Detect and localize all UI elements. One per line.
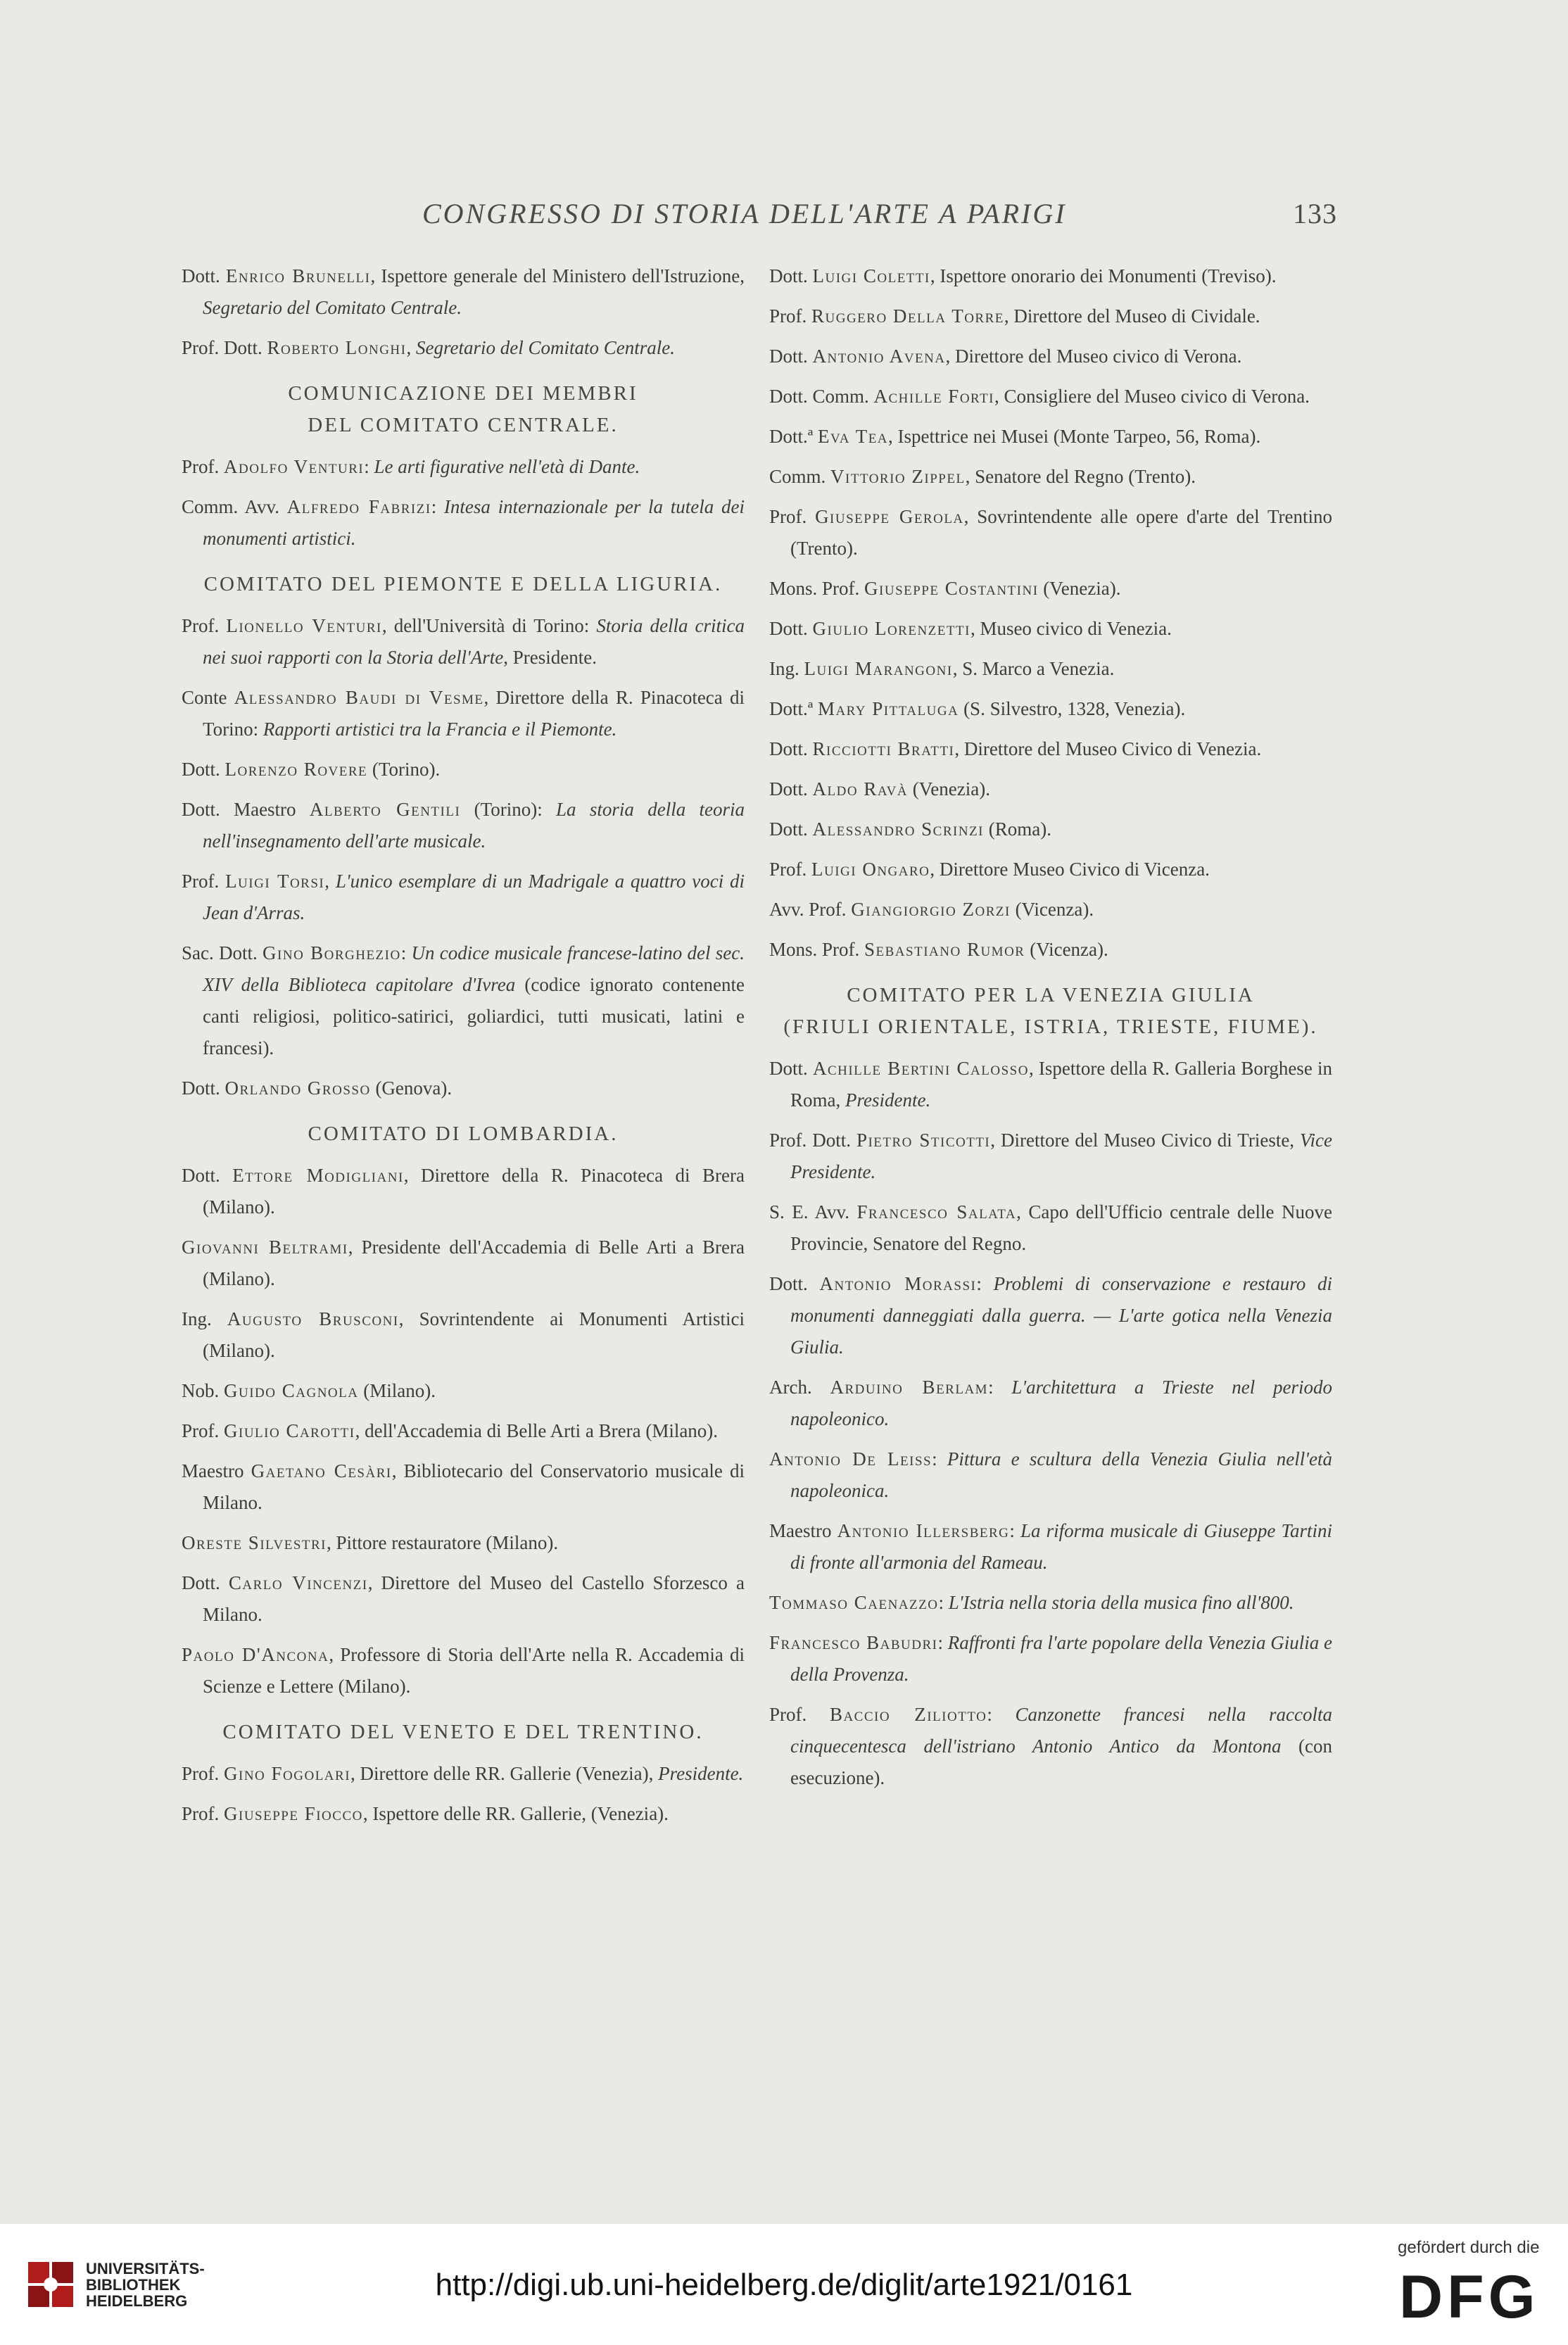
member-name: Aldo Ravà — [812, 778, 909, 799]
member-name: Giangiorgio Zorzi — [851, 899, 1011, 920]
section-heading-line: COMITATO DEL VENETO E DEL TRENTINO. — [222, 1721, 704, 1743]
permalink-url[interactable]: http://digi.ub.uni-heidelberg.de/diglit/arte1921/0161 — [435, 2268, 1133, 2302]
entry-text: : — [364, 456, 374, 477]
member-entry — [182, 1527, 745, 1559]
member-name: Orlando Grosso — [225, 1077, 371, 1099]
member-name: Ettore Modigliani — [232, 1165, 404, 1186]
member-name: Gino Fogolari — [224, 1763, 351, 1784]
section-heading-line: COMUNICAZIONE DEI MEMBRI — [288, 382, 638, 405]
member-name: Alberto Gentili — [309, 799, 461, 820]
member-name: Francesco Babudri — [769, 1632, 938, 1653]
entry-text: (Genova). — [370, 1077, 453, 1099]
member-name: Luigi Ongaro — [811, 859, 930, 880]
member-entry — [769, 381, 1332, 412]
paper-title: Un codice musicale francese-latino del sec. XIV della Biblioteca capitolare d'Ivrea — [203, 942, 745, 995]
entry-text: Dott. — [769, 1058, 813, 1079]
entry-text: Prof. Dott. — [769, 1130, 856, 1151]
section-heading-line: COMITATO DEL PIEMONTE E DELLA LIGURIA. — [203, 573, 723, 595]
member-name: Giuseppe Fiocco — [224, 1803, 363, 1824]
member-entry — [182, 332, 745, 364]
paper-title: L'Istria nella storia della musica fino all'800. — [948, 1592, 1294, 1613]
member-name: Alessandro Scrinzi — [812, 818, 985, 840]
entry-text: Dott. — [182, 1165, 233, 1186]
member-entry — [182, 682, 745, 745]
member-entry — [769, 934, 1332, 966]
entry-text: Dott. — [769, 1273, 820, 1294]
paper-title: Segretario del Comitato Centrale. — [415, 337, 675, 358]
entry-text: Dott. Comm. — [769, 386, 874, 407]
paper-title: Canzonette francesi nella raccolta cinquecentesca dell'istriano Antonio Antico da Montona — [790, 1704, 1332, 1757]
entry-text: Dott.ª — [769, 698, 818, 719]
entry-text: , Capo dell'Ufficio centrale delle Nuove Provincie, Senatore del Regno. — [790, 1201, 1332, 1254]
entry-text: Prof. — [182, 615, 227, 636]
entry-text: , S. Marco a Venezia. — [952, 658, 1115, 679]
member-name: Arduino Berlam — [830, 1377, 989, 1398]
member-entry — [769, 573, 1332, 605]
member-name: Alfredo Fabrizi — [286, 496, 431, 517]
entry-text: Prof. — [182, 871, 226, 892]
entry-text: Maestro — [182, 1460, 251, 1481]
section-heading — [182, 1118, 745, 1150]
entry-text: , Ispettore onorario dei Monumenti (Treviso). — [930, 265, 1277, 286]
entry-text: , Sovrintendente ai Monumenti Artistici (Milano). — [203, 1308, 745, 1361]
member-entry — [182, 1073, 745, 1104]
entry-text: , — [406, 337, 416, 358]
member-entry — [769, 894, 1332, 925]
entry-text: Nob. — [182, 1380, 224, 1401]
entry-text: , Direttore del Museo Civico di Venezia. — [954, 738, 1262, 759]
member-entry — [769, 461, 1332, 493]
entry-text: Dott. — [769, 265, 813, 286]
section-heading-line: COMITATO DI LOMBARDIA. — [308, 1123, 619, 1145]
member-entry — [769, 1699, 1332, 1794]
entry-text: , Pittore restauratore (Milano). — [327, 1532, 559, 1553]
page-number: 133 — [1293, 198, 1337, 229]
member-name: Alessandro Baudi di Vesme — [234, 687, 484, 708]
section-heading-line: COMITATO PER LA VENEZIA GIULIA — [847, 984, 1255, 1006]
member-name: Giuseppe Gerola — [815, 506, 964, 527]
entry-text: : — [987, 1704, 1016, 1725]
member-entry — [769, 1587, 1332, 1619]
entry-text: Dott. — [769, 818, 813, 840]
member-entry — [182, 754, 745, 785]
member-entry — [769, 613, 1332, 645]
member-entry — [769, 733, 1332, 765]
entry-text: : — [431, 496, 444, 517]
entry-text: , Direttore del Museo del Castello Sforzesco a Milano. — [203, 1572, 745, 1625]
entry-text: , Ispettore della R. Galleria Borghese in Roma, — [790, 1058, 1332, 1111]
entry-text: Prof. — [769, 1704, 830, 1725]
member-entry — [182, 1232, 745, 1295]
entry-text: Dott. — [182, 759, 225, 780]
library-line: BIBLIOTHEK — [86, 2276, 181, 2294]
paper-title: Rapporti artistici tra la Francia e il Piemonte. — [263, 719, 617, 740]
member-entry — [769, 1053, 1332, 1116]
section-heading — [769, 980, 1332, 1043]
entry-text: (Torino): — [460, 799, 557, 820]
member-entry — [182, 610, 745, 674]
member-entry — [182, 1455, 745, 1519]
member-name: Augusto Brusconi — [227, 1308, 399, 1329]
entry-text: , Direttore del Museo Civico di Trieste, — [990, 1130, 1301, 1151]
entry-text: Dott. — [769, 346, 813, 367]
entry-text: (Roma). — [984, 818, 1051, 840]
member-entry — [769, 1515, 1332, 1579]
member-entry — [769, 854, 1332, 885]
entry-text: Comm. — [769, 466, 831, 487]
section-heading-line: DEL COMITATO CENTRALE. — [308, 414, 619, 436]
entry-text: (Venezia). — [908, 778, 990, 799]
entry-text: Prof. — [769, 506, 816, 527]
member-name: Paolo D'Ancona — [182, 1644, 329, 1665]
section-heading — [182, 569, 745, 600]
entry-text: , Ispettore delle RR. Gallerie, (Venezia). — [362, 1803, 669, 1824]
entry-text: , Museo civico di Venezia. — [970, 618, 1172, 639]
entry-text: , Ispettrice nei Musei (Monte Tarpeo, 56, Roma). — [888, 426, 1261, 447]
member-entry — [182, 1567, 745, 1631]
paper-title: L'unico esemplare di un Madrigale a quattro voci di Jean d'Arras. — [203, 871, 745, 923]
member-entry — [769, 301, 1332, 332]
member-name: Ruggero Della Torre — [811, 305, 1004, 327]
member-entry — [182, 491, 745, 555]
entry-text: Dott. Maestro — [182, 799, 310, 820]
running-head — [422, 197, 1337, 239]
member-name: Antonio De Leiss — [769, 1448, 932, 1469]
entry-text: Sac. Dott. — [182, 942, 263, 963]
entry-text: , Direttore del Museo di Cividale. — [1004, 305, 1260, 327]
member-entry — [769, 1372, 1332, 1435]
paper-title: Pittura e scultura della Venezia Giulia nell'età napoleonica. — [790, 1448, 1333, 1501]
entry-text: , Senatore del Regno (Trento). — [965, 466, 1196, 487]
member-entry — [769, 260, 1332, 292]
member-name: Giulio Carotti — [224, 1420, 355, 1441]
member-entry — [182, 1303, 745, 1367]
entry-text: Prof. — [769, 859, 811, 880]
member-entry — [182, 1160, 745, 1223]
member-entry — [182, 866, 745, 929]
member-name: Luigi Coletti — [812, 265, 930, 286]
entry-text: (Torino). — [367, 759, 441, 780]
member-entry — [769, 814, 1332, 845]
member-entry — [769, 341, 1332, 372]
entry-text: , Direttore della R. Pinacoteca di Brera (Milano). — [203, 1165, 745, 1218]
entry-text: Comm. Avv. — [182, 496, 287, 517]
entry-text: , dell'Accademia di Belle Arti a Brera (Milano). — [355, 1420, 719, 1441]
entry-text: , dell'Università di Torino: — [381, 615, 597, 636]
paper-title: Presidente. — [845, 1089, 931, 1111]
entry-text: (Venezia). — [1038, 578, 1121, 599]
paper-title: Storia della critica nei suoi rapporti con la Storia dell'Arte — [203, 615, 745, 668]
member-name: Giulio Lorenzetti — [812, 618, 970, 639]
member-name: Giuseppe Costantini — [864, 578, 1039, 599]
entry-text: Dott. — [182, 1077, 225, 1099]
member-name: Roberto Longhi — [267, 337, 407, 358]
member-name: Ricciotti Bratti — [812, 738, 955, 759]
entry-text: (S. Silvestro, 1328, Venezia). — [959, 698, 1186, 719]
entry-text: , Ispettore generale del Ministero dell'Istruzione, — [370, 265, 745, 286]
member-entry — [769, 773, 1332, 805]
member-name: Francesco Salata — [856, 1201, 1017, 1222]
entry-text: Prof. Dott. — [182, 337, 267, 358]
member-entry — [182, 794, 745, 857]
entry-text: Prof. — [769, 305, 811, 327]
member-entry — [769, 1196, 1332, 1260]
member-name: Sebastiano Rumor — [864, 939, 1025, 960]
entry-text: (con esecuzione). — [790, 1736, 1332, 1788]
member-name: Lionello Venturi — [226, 615, 382, 636]
paper-title: Intesa internazionale per la tutela dei monumenti artistici. — [203, 496, 745, 549]
member-entry — [182, 937, 745, 1064]
member-entry — [769, 1443, 1332, 1507]
left-column — [182, 260, 745, 1838]
paper-title: Vice Presidente. — [790, 1130, 1332, 1182]
paper-title: Segretario del Comitato Centrale. — [203, 297, 462, 318]
member-entry — [769, 1268, 1332, 1363]
entry-text: , Bibliotecario del Conservatorio musicale di Milano. — [203, 1460, 745, 1513]
member-name: Oreste Silvestri — [182, 1532, 327, 1553]
member-entry — [182, 1798, 745, 1830]
entry-text: Dott. — [769, 778, 813, 799]
member-name: Lorenzo Rovere — [225, 759, 368, 780]
entry-text: , — [324, 871, 336, 892]
member-name: Baccio Ziliotto — [829, 1704, 987, 1725]
paper-title: Presidente. — [658, 1763, 744, 1784]
member-name: Mary Pittaluga — [817, 698, 959, 719]
entry-text: : — [976, 1273, 994, 1294]
paper-title: Raffronti fra l'arte popolare della Venezia Giulia e della Provenza. — [790, 1632, 1332, 1685]
entry-text: : — [937, 1632, 948, 1653]
entry-text: Mons. Prof. — [769, 578, 865, 599]
running-title: CONGRESSO DI STORIA DELL'ARTE A PARIGI — [422, 198, 1067, 229]
member-entry — [769, 421, 1332, 453]
entry-text: Dott. — [182, 1572, 229, 1593]
member-entry — [769, 653, 1332, 685]
entry-text: Maestro — [769, 1520, 837, 1541]
member-name: Eva Tea — [817, 426, 889, 447]
section-heading — [182, 1717, 745, 1748]
member-name: Carlo Vincenzi — [228, 1572, 368, 1593]
entry-text: : — [1009, 1520, 1020, 1541]
paper-title: L'architettura a Trieste nel periodo napoleonico. — [790, 1377, 1332, 1429]
member-entry — [182, 1639, 745, 1702]
member-name: Luigi Marangoni — [804, 658, 953, 679]
dfg-logo: DFG — [1399, 2263, 1540, 2331]
paper-title: Problemi di conservazione e restauro di monumenti danneggiati dalla guerra. — L'arte gotica nella Venezia Giulia. — [790, 1273, 1332, 1358]
entry-text: , Consigliere del Museo civico di Verona. — [994, 386, 1310, 407]
member-entry — [182, 1375, 745, 1407]
entry-text: : — [932, 1448, 947, 1469]
right-column — [769, 260, 1332, 1802]
member-name: Giovanni Beltrami — [182, 1237, 348, 1258]
entry-text: Prof. — [182, 1763, 224, 1784]
entry-text: Dott. — [182, 265, 226, 286]
member-entry — [769, 1125, 1332, 1188]
paper-title: La riforma musicale di Giuseppe Tartini di fronte all'armonia del Rameau. — [790, 1520, 1332, 1573]
entry-text: : — [988, 1377, 1012, 1398]
entry-text: Mons. Prof. — [769, 939, 865, 960]
entry-text: , Professore di Storia dell'Arte nella R. Accademia di Scienze e Lettere (Milano). — [203, 1644, 745, 1697]
entry-text: Prof. — [182, 1420, 224, 1441]
entry-text: , Direttore del Museo civico di Verona. — [945, 346, 1242, 367]
entry-text: (Milano). — [358, 1380, 436, 1401]
entry-text: Ing. — [182, 1308, 227, 1329]
paper-title: Le arti figurative nell'età di Dante. — [374, 456, 640, 477]
member-name: Pietro Sticotti — [856, 1130, 991, 1151]
entry-text: Prof. — [182, 456, 224, 477]
paper-title: La storia della teoria nell'insegnamento dell'arte musicale. — [203, 799, 745, 852]
member-entry — [182, 260, 745, 324]
entry-text: , Direttore Museo Civico di Vicenza. — [930, 859, 1210, 880]
member-name: Adolfo Venturi — [224, 456, 365, 477]
entry-text: S. E. Avv. — [769, 1201, 857, 1222]
entry-text: : — [400, 942, 412, 963]
member-name: Antonio Avena — [812, 346, 946, 367]
entry-text: Prof. — [182, 1803, 224, 1824]
member-name: Vittorio Zippel — [830, 466, 966, 487]
member-entry — [769, 693, 1332, 725]
member-name: Luigi Torsi — [225, 871, 325, 892]
entry-text: , Sovrintendente alle opere d'arte del Trentino (Trento). — [790, 506, 1332, 559]
entry-text: , Presidente dell'Accademia di Belle Arti a Brera (Milano). — [203, 1237, 745, 1289]
member-entry — [182, 1758, 745, 1790]
entry-text: (codice ignorato contenente canti religiosi, politico-satirici, goliardici, tutti musicati, latini e francesi). — [203, 974, 745, 1058]
entry-text: , Presidente. — [503, 647, 597, 668]
entry-text: , Direttore della R. Pinacoteca di Torino: — [203, 687, 745, 740]
entry-text: Conte — [182, 687, 234, 708]
member-name: Gino Borghezio — [263, 942, 401, 963]
member-entry — [182, 451, 745, 483]
library-line: HEIDELBERG — [86, 2292, 188, 2310]
member-name: Antonio Illersberg — [837, 1520, 1010, 1541]
entry-text: Dott.ª — [769, 426, 818, 447]
entry-text: Arch. — [769, 1377, 830, 1398]
library-line: UNIVERSITÄTS- — [86, 2260, 205, 2277]
section-heading — [182, 378, 745, 441]
member-name: Enrico Brunelli — [225, 265, 371, 286]
entry-text: Dott. — [769, 738, 813, 759]
entry-text: Avv. Prof. — [769, 899, 852, 920]
member-name: Antonio Morassi — [819, 1273, 977, 1294]
entry-text: Ing. — [769, 658, 804, 679]
member-entry — [769, 501, 1332, 564]
entry-text: (Vicenza). — [1025, 939, 1108, 960]
entry-text: Dott. — [769, 618, 813, 639]
member-name: Achille Forti — [873, 386, 995, 407]
member-entry — [769, 1627, 1332, 1690]
funding-caption: gefördert durch die — [1398, 2238, 1540, 2257]
member-entry — [182, 1415, 745, 1447]
entry-text: (Vicenza). — [1010, 899, 1094, 920]
member-name: Gaetano Cesàri — [251, 1460, 392, 1481]
entry-text: , Direttore delle RR. Gallerie (Venezia), — [350, 1763, 659, 1784]
member-name: Tommaso Caenazzo — [769, 1592, 939, 1613]
entry-text: : — [938, 1592, 949, 1613]
member-name: Achille Bertini Calosso — [812, 1058, 1029, 1079]
section-heading-line: (FRIULI ORIENTALE, ISTRIA, TRIESTE, FIUME). — [783, 1016, 1318, 1038]
member-name: Guido Cagnola — [224, 1380, 359, 1401]
